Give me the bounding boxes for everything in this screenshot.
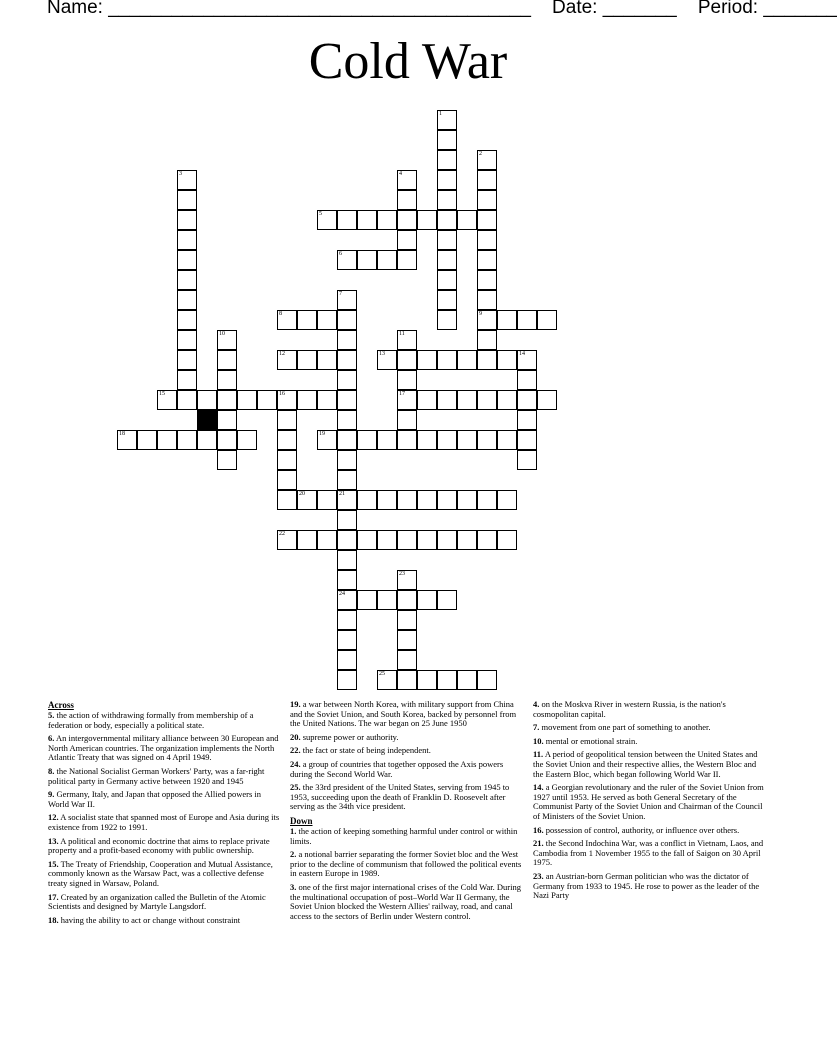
answer-cell[interactable] xyxy=(477,210,497,230)
answer-cell[interactable] xyxy=(357,490,377,510)
answer-cell[interactable] xyxy=(117,430,137,450)
answer-cell[interactable] xyxy=(397,590,417,610)
answer-cell[interactable] xyxy=(537,390,557,410)
answer-cell[interactable] xyxy=(517,310,537,330)
answer-cell[interactable] xyxy=(177,190,197,210)
answer-cell[interactable] xyxy=(357,530,377,550)
answer-cell[interactable] xyxy=(337,570,357,590)
answer-cell[interactable] xyxy=(277,470,297,490)
answer-cell[interactable] xyxy=(497,350,517,370)
clue-across-13: 13. A political and economic doctrine that aims to replace private property and a profit-based economy with public ownership. xyxy=(48,835,270,856)
answer-cell[interactable] xyxy=(177,170,197,190)
answer-cell[interactable] xyxy=(437,430,457,450)
answer-cell[interactable] xyxy=(397,170,417,190)
answer-cell[interactable] xyxy=(297,350,317,370)
answer-cell[interactable] xyxy=(277,490,297,510)
answer-cell[interactable] xyxy=(337,390,357,410)
answer-cell[interactable] xyxy=(337,630,357,650)
answer-cell[interactable] xyxy=(337,650,357,670)
answer-cell[interactable] xyxy=(397,230,417,250)
answer-cell[interactable] xyxy=(497,430,517,450)
answer-cell[interactable] xyxy=(437,130,457,150)
answer-cell[interactable] xyxy=(437,230,457,250)
answer-cell[interactable] xyxy=(317,350,337,370)
answer-cell[interactable] xyxy=(397,650,417,670)
answer-cell[interactable] xyxy=(337,310,357,330)
answer-cell[interactable] xyxy=(317,390,337,410)
answer-cell[interactable] xyxy=(137,430,157,450)
answer-cell[interactable] xyxy=(197,430,217,450)
answer-cell[interactable] xyxy=(177,430,197,450)
clue-across-9: 9. Germany, Italy, and Japan that opposed the Allied powers in World War II. xyxy=(48,789,261,809)
answer-cell[interactable] xyxy=(417,530,437,550)
clue-number: 12 xyxy=(279,351,285,357)
clue-across-24: 24. a group of countries that together opposed the Axis powers during the Second World War. xyxy=(290,758,504,779)
answer-cell[interactable] xyxy=(337,610,357,630)
answer-cell[interactable] xyxy=(277,310,297,330)
answer-cell[interactable] xyxy=(477,230,497,250)
answer-cell[interactable] xyxy=(377,670,397,690)
answer-cell[interactable] xyxy=(157,390,177,410)
answer-cell[interactable] xyxy=(277,450,297,470)
answer-cell[interactable] xyxy=(217,430,237,450)
answer-cell[interactable] xyxy=(497,490,517,510)
answer-cell[interactable] xyxy=(397,490,417,510)
answer-cell[interactable] xyxy=(337,370,357,390)
answer-cell[interactable] xyxy=(317,430,337,450)
answer-cell[interactable] xyxy=(337,330,357,350)
across-heading: Across xyxy=(48,700,74,710)
answer-cell[interactable] xyxy=(397,190,417,210)
answer-cell[interactable] xyxy=(357,430,377,450)
clue-down-21: 21. the Second Indochina War, was a conflict in Vietnam, Laos, and Cambodia from 1 November 1955 to the fall of Saigon on 30 April 1975. xyxy=(533,838,764,868)
answer-cell[interactable] xyxy=(477,310,497,330)
answer-cell[interactable] xyxy=(377,530,397,550)
answer-cell[interactable] xyxy=(397,410,417,430)
answer-cell[interactable] xyxy=(337,210,357,230)
answer-cell[interactable] xyxy=(397,630,417,650)
clue-across-15: 15. The Treaty of Friendship, Cooperation and Mutual Assistance, commonly known as the Warsaw Pact, was a collective defense treaty signed in Warsaw, Poland. xyxy=(48,858,273,888)
shaded-cell xyxy=(197,410,217,430)
period-field-label[interactable]: Period: _______ xyxy=(697,0,837,18)
answer-cell[interactable] xyxy=(237,390,257,410)
clue-down-1: 1. the action of keeping something harmful under control or within limits. xyxy=(290,825,518,846)
answer-cell[interactable] xyxy=(437,110,457,130)
clue-number: 13 xyxy=(379,351,385,357)
clue-down-23: 23. an Austrian-born German politician who was the dictator of Germany from 1933 to 1945. He rose to power as the leader of the Nazi Party xyxy=(533,870,760,901)
answer-cell[interactable] xyxy=(217,350,237,370)
answer-cell[interactable] xyxy=(517,370,537,390)
answer-cell[interactable] xyxy=(477,170,497,190)
answer-cell[interactable] xyxy=(157,430,177,450)
clue-number: 22 xyxy=(279,531,285,537)
name-field-label[interactable]: Name: ________________________________________ xyxy=(47,0,531,18)
answer-cell[interactable] xyxy=(437,350,457,370)
answer-cell[interactable] xyxy=(397,430,417,450)
clue-down-14: 14. a Georgian revolutionary and the ruler of the Soviet Union from 1927 until 1953. He served as both General Secretary of the Communist Party of the Soviet Union and Chairman of the Council of Ministers of the Soviet Union. xyxy=(533,782,764,821)
answer-cell[interactable] xyxy=(477,430,497,450)
answer-cell[interactable] xyxy=(297,490,317,510)
clue-number: 3 xyxy=(179,171,182,177)
answer-cell[interactable] xyxy=(337,550,357,570)
answer-cell[interactable] xyxy=(257,390,277,410)
answer-cell[interactable] xyxy=(337,510,357,530)
answer-cell[interactable] xyxy=(277,430,297,450)
answer-cell[interactable] xyxy=(177,230,197,250)
answer-cell[interactable] xyxy=(337,670,357,690)
clue-down-16: 16. possession of control, authority, or influence over others. xyxy=(533,824,740,835)
answer-cell[interactable] xyxy=(517,450,537,470)
answer-cell[interactable] xyxy=(417,210,437,230)
clues-column-1 xyxy=(48,700,280,929)
clue-number: 24 xyxy=(339,591,345,597)
answer-cell[interactable] xyxy=(517,390,537,410)
answer-cell[interactable] xyxy=(477,350,497,370)
answer-cell[interactable] xyxy=(217,410,237,430)
answer-cell[interactable] xyxy=(337,470,357,490)
answer-cell[interactable] xyxy=(437,190,457,210)
clue-across-6: 6. An intergovernmental military alliance between 30 European and North American countries. The organization implements the North Atlantic Treaty that was signed on 4 April 1949. xyxy=(48,733,279,763)
answer-cell[interactable] xyxy=(357,210,377,230)
answer-cell[interactable] xyxy=(337,450,357,470)
clue-across-8: 8. the National Socialist German Workers' Party, was a far-right political party in Germany active between 1920 and 1945 xyxy=(48,765,265,786)
clue-number: 4 xyxy=(399,171,402,177)
answer-cell[interactable] xyxy=(477,190,497,210)
answer-cell[interactable] xyxy=(437,390,457,410)
answer-cell[interactable] xyxy=(497,530,517,550)
answer-cell[interactable] xyxy=(317,310,337,330)
answer-cell[interactable] xyxy=(437,270,457,290)
answer-cell[interactable] xyxy=(177,250,197,270)
answer-cell[interactable] xyxy=(477,270,497,290)
answer-cell[interactable] xyxy=(477,330,497,350)
answer-cell[interactable] xyxy=(477,390,497,410)
answer-cell[interactable] xyxy=(297,530,317,550)
answer-cell[interactable] xyxy=(357,590,377,610)
clue-across-17: 17. Created by an organization called the Bulletin of the Atomic Scientists and designed by Martyle Langsdorf. xyxy=(48,891,266,912)
answer-cell[interactable] xyxy=(377,210,397,230)
answer-cell[interactable] xyxy=(277,410,297,430)
answer-cell[interactable] xyxy=(417,390,437,410)
answer-cell[interactable] xyxy=(317,530,337,550)
clues-column-3 xyxy=(533,700,765,905)
answer-cell[interactable] xyxy=(457,350,477,370)
answer-cell[interactable] xyxy=(177,390,197,410)
clue-across-12: 12. A socialist state that spanned most of Europe and Asia during its existence from 1922 to 1991. xyxy=(48,812,280,832)
date-field-label[interactable]: Date: _______ xyxy=(552,0,677,18)
answer-cell[interactable] xyxy=(377,590,397,610)
answer-cell[interactable] xyxy=(437,670,457,690)
answer-cell[interactable] xyxy=(217,390,237,410)
answer-cell[interactable] xyxy=(277,530,297,550)
clue-number: 7 xyxy=(339,291,342,297)
answer-cell[interactable] xyxy=(337,290,357,310)
clue-number: 14 xyxy=(519,351,525,357)
answer-cell[interactable] xyxy=(337,250,357,270)
answer-cell[interactable] xyxy=(397,210,417,230)
answer-cell[interactable] xyxy=(217,330,237,350)
answer-cell[interactable] xyxy=(437,170,457,190)
answer-cell[interactable] xyxy=(377,430,397,450)
clue-down-11: 11. A period of geopolitical tension between the United States and the Soviet Union and their respective allies, the Western Bloc and the Eastern Bloc, which began following World War II. xyxy=(533,749,758,779)
clue-down-7: 7. movement from one part of something to another. xyxy=(533,722,711,733)
answer-cell[interactable] xyxy=(397,350,417,370)
answer-cell[interactable] xyxy=(337,430,357,450)
clue-number: 15 xyxy=(159,391,165,397)
clue-number: 25 xyxy=(379,671,385,677)
answer-cell[interactable] xyxy=(337,590,357,610)
answer-cell[interactable] xyxy=(457,490,477,510)
answer-cell[interactable] xyxy=(397,610,417,630)
answer-cell[interactable] xyxy=(437,310,457,330)
clue-across-22: 22. the fact or state of being independent. xyxy=(290,745,431,756)
answer-cell[interactable] xyxy=(537,310,557,330)
clue-number: 16 xyxy=(279,391,285,397)
answer-cell[interactable] xyxy=(197,390,217,410)
down-heading: Down xyxy=(290,815,313,826)
clue-across-18: 18. having the ability to act or change without constraint xyxy=(48,914,241,925)
answer-cell[interactable] xyxy=(397,530,417,550)
answer-cell[interactable] xyxy=(397,670,417,690)
answer-cell[interactable] xyxy=(457,210,477,230)
answer-cell[interactable] xyxy=(517,410,537,430)
answer-cell[interactable] xyxy=(477,290,497,310)
answer-cell[interactable] xyxy=(377,350,397,370)
answer-cell[interactable] xyxy=(297,310,317,330)
answer-cell[interactable] xyxy=(377,490,397,510)
clue-down-3: 3. one of the first major international crises of the Cold War. During the multinational occupation of post–World War II Germany, the Soviet Union blocked the Western Allies' railway, road, and canal access to the sectors of Berlin under Western control. xyxy=(290,881,521,921)
answer-cell[interactable] xyxy=(457,670,477,690)
answer-cell[interactable] xyxy=(177,310,197,330)
clue-number: 18 xyxy=(119,431,125,437)
clue-across-20: 20. supreme power or authority. xyxy=(290,731,399,742)
answer-cell[interactable] xyxy=(517,350,537,370)
answer-cell[interactable] xyxy=(437,250,457,270)
answer-cell[interactable] xyxy=(277,390,297,410)
answer-cell[interactable] xyxy=(417,350,437,370)
clue-number: 5 xyxy=(319,211,322,217)
answer-cell[interactable] xyxy=(437,210,457,230)
answer-cell[interactable] xyxy=(457,430,477,450)
answer-cell[interactable] xyxy=(397,250,417,270)
answer-cell[interactable] xyxy=(477,490,497,510)
answer-cell[interactable] xyxy=(437,150,457,170)
clue-number: 10 xyxy=(219,331,225,337)
answer-cell[interactable] xyxy=(437,490,457,510)
answer-cell[interactable] xyxy=(177,350,197,370)
answer-cell[interactable] xyxy=(337,350,357,370)
answer-cell[interactable] xyxy=(477,150,497,170)
answer-cell[interactable] xyxy=(397,330,417,350)
answer-cell[interactable] xyxy=(457,390,477,410)
clue-down-2: 2. a notional barrier separating the former Soviet bloc and the West prior to the decline of communism that followed the political events in eastern Europe in 1989. xyxy=(290,849,522,879)
answer-cell[interactable] xyxy=(477,530,497,550)
answer-cell[interactable] xyxy=(497,390,517,410)
answer-cell[interactable] xyxy=(357,250,377,270)
answer-cell[interactable] xyxy=(457,530,477,550)
answer-cell[interactable] xyxy=(277,350,297,370)
clue-number: 21 xyxy=(339,491,345,497)
clue-across-5: 5. the action of withdrawing formally from membership of a federation or body, especially a political state. xyxy=(48,710,254,730)
clue-number: 6 xyxy=(339,251,342,257)
answer-cell[interactable] xyxy=(417,490,437,510)
answer-cell[interactable] xyxy=(417,590,437,610)
clue-number: 9 xyxy=(479,311,482,317)
clue-number: 2 xyxy=(479,151,482,157)
answer-cell[interactable] xyxy=(317,210,337,230)
clue-number: 11 xyxy=(399,331,405,337)
answer-cell[interactable] xyxy=(477,670,497,690)
answer-cell[interactable] xyxy=(517,430,537,450)
clues-column-2 xyxy=(290,700,522,925)
answer-cell[interactable] xyxy=(177,370,197,390)
answer-cell[interactable] xyxy=(477,250,497,270)
clue-number: 17 xyxy=(399,391,405,397)
answer-cell[interactable] xyxy=(437,530,457,550)
answer-cell[interactable] xyxy=(177,210,197,230)
answer-cell[interactable] xyxy=(177,330,197,350)
answer-cell[interactable] xyxy=(397,570,417,590)
answer-cell[interactable] xyxy=(217,370,237,390)
clue-down-10: 10. mental or emotional strain. xyxy=(533,735,638,746)
answer-cell[interactable] xyxy=(297,390,317,410)
answer-cell[interactable] xyxy=(497,310,517,330)
answer-cell[interactable] xyxy=(177,270,197,290)
answer-cell[interactable] xyxy=(417,670,437,690)
answer-cell[interactable] xyxy=(317,490,337,510)
answer-cell[interactable] xyxy=(217,450,237,470)
answer-cell[interactable] xyxy=(337,410,357,430)
answer-cell[interactable] xyxy=(397,370,417,390)
clue-number: 23 xyxy=(399,571,405,577)
answer-cell[interactable] xyxy=(417,430,437,450)
clue-number: 8 xyxy=(279,311,282,317)
answer-cell[interactable] xyxy=(437,590,457,610)
clue-across-19: 19. a war between North Korea, with military support from China and the Soviet Union, and South Korea, backed by personnel from the United Nations. The war began on 25 June 1950 xyxy=(290,699,517,729)
answer-cell[interactable] xyxy=(237,430,257,450)
clue-number: 1 xyxy=(439,111,442,117)
clue-down-4: 4. on the Moskva River in western Russia, is the nation's cosmopolitan capital. xyxy=(533,699,726,719)
answer-cell[interactable] xyxy=(377,250,397,270)
clue-number: 20 xyxy=(299,491,305,497)
answer-cell[interactable] xyxy=(397,390,417,410)
answer-cell[interactable] xyxy=(337,490,357,510)
page-title: Cold War xyxy=(308,33,508,90)
answer-cell[interactable] xyxy=(437,290,457,310)
answer-cell[interactable] xyxy=(177,290,197,310)
clue-across-25: 25. the 33rd president of the United States, serving from 1945 to 1953, succeeding upon the death of Franklin D. Roosevelt after serving as the 34th vice president. xyxy=(290,782,510,812)
answer-cell[interactable] xyxy=(337,530,357,550)
clue-number: 19 xyxy=(319,431,325,437)
